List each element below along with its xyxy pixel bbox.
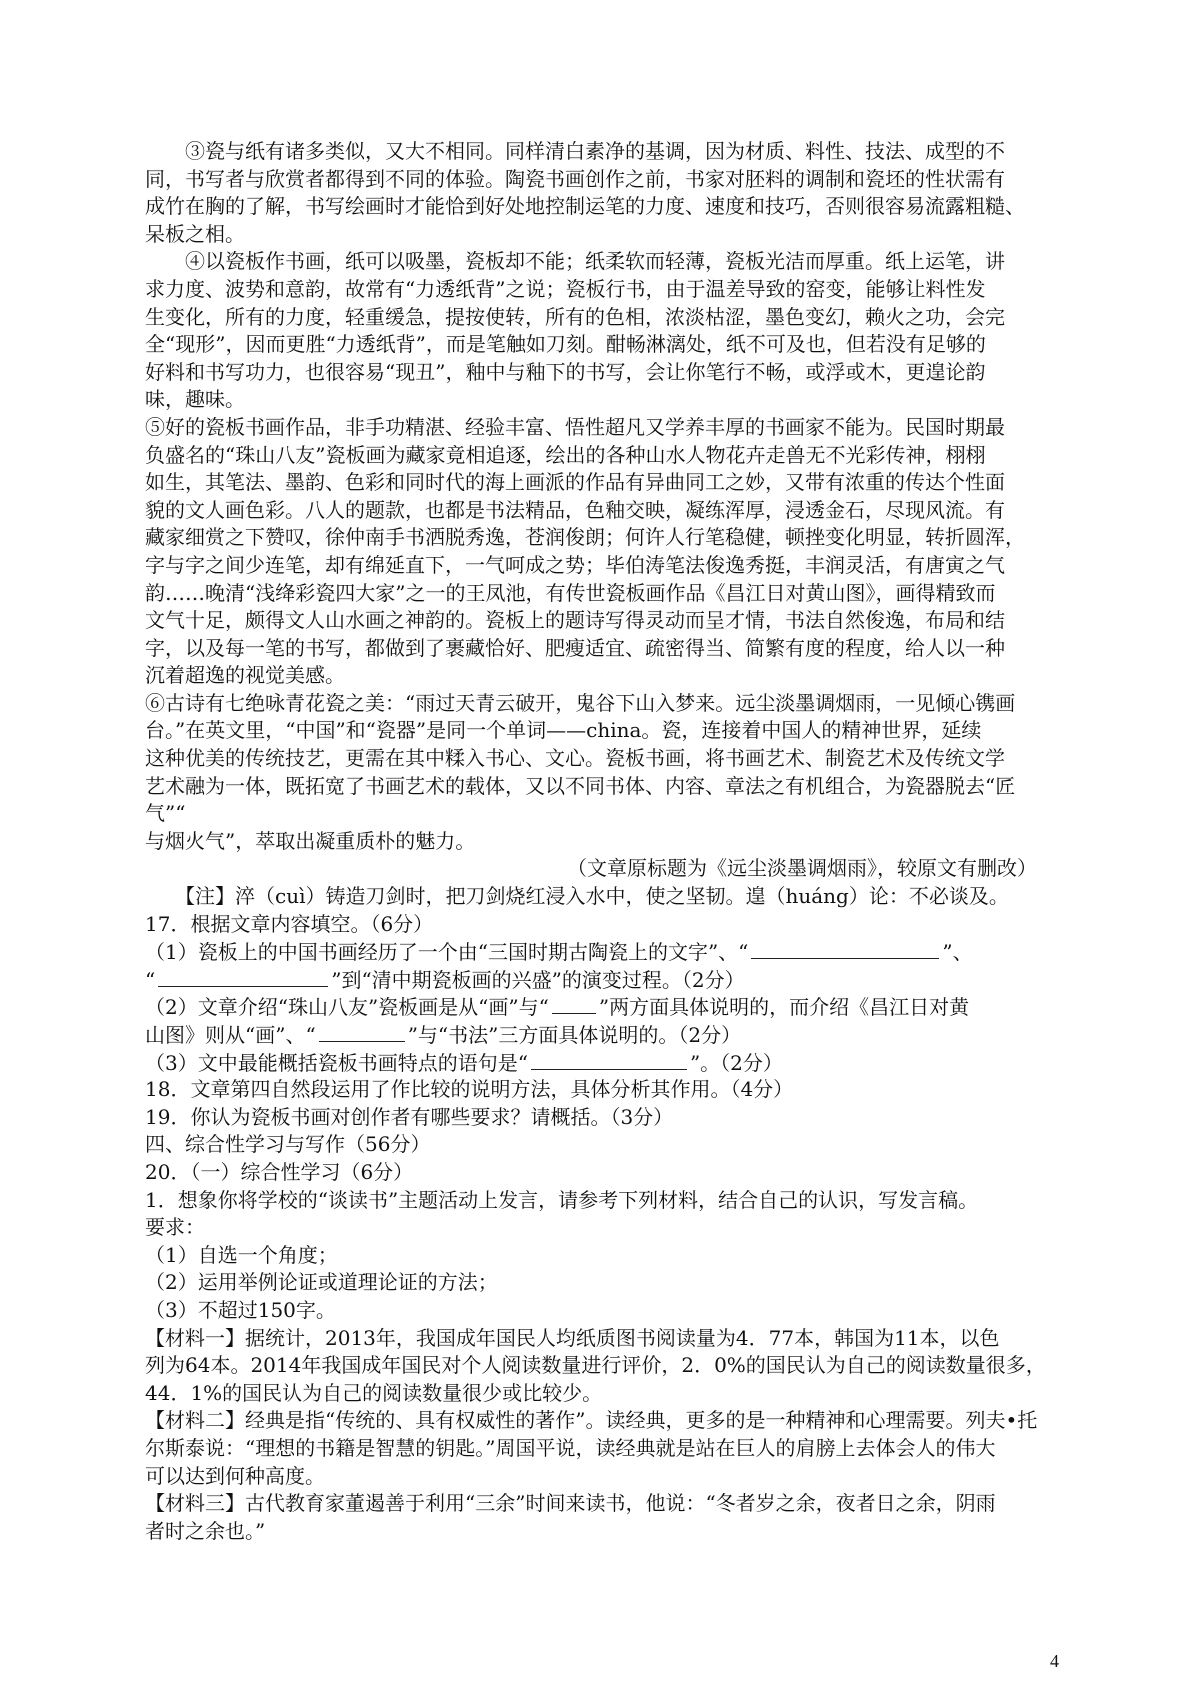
text-line: 可以达到何种高度。: [145, 1463, 325, 1488]
fill-in-blank[interactable]: [158, 966, 328, 987]
text-line: 韵……晚清“浅绛彩瓷四大家”之一的王凤池，有传世瓷板画作品《昌江日对黄山图》，画得精致而: [145, 580, 996, 605]
text-line: 【注】淬（cuì）铸造刀剑时，把刀剑烧红浸入水中，使之坚韧。遑（huáng）论：不必谈及。: [175, 884, 1009, 909]
text-line: ⑤好的瓷板书画作品，非手功精湛、经验丰富、悟性超凡又学养丰厚的书画家不能为。民国时期最: [145, 414, 1005, 439]
text-line: 成竹在胸的了解，书写绘画时才能恰到好处地控制运笔的力度、速度和技巧，否则很容易流露粗糙、: [145, 194, 1025, 219]
line-text-before-blank: （2）文章介绍“珠山八友”瓷板画是从“画”与“: [145, 995, 549, 1020]
text-line: （1）自选一个角度；: [145, 1242, 338, 1267]
fill-in-blank[interactable]: [751, 938, 939, 959]
fill-in-blank[interactable]: [531, 1049, 687, 1070]
text-line: 字与字之间少连笔，却有绵延直下，一气呵成之势；毕伯涛笔法俊逸秀挺，丰润灵活，有唐寅之气: [145, 552, 1005, 577]
line-text-before-blank: （3）文中最能概括瓷板书画特点的语句是“: [145, 1050, 528, 1075]
text-line: 18．文章第四自然段运用了作比较的说明方法，具体分析其作用。（4分）: [145, 1077, 794, 1102]
text-line: （3）不超过150字。: [145, 1297, 336, 1322]
text-line: ④以瓷板作书画，纸可以吸墨，瓷板却不能；纸柔软而轻薄，瓷板光洁而厚重。纸上运笔，讲: [185, 249, 1005, 274]
text-line: 呆板之相。: [145, 221, 245, 246]
text-line: 好料和书写功力，也很容易“现丑”，釉中与釉下的书写，会让你笔行不畅，或浮或木，更遑论韵: [145, 359, 986, 384]
line-text-after-blank: ”与“书法”三方面具体说明的。（2分）: [407, 1023, 742, 1047]
fill-in-blank[interactable]: [552, 993, 596, 1014]
text-line: 20．（一）综合性学习（6分）: [145, 1159, 414, 1184]
line-text-after-blank: ”、: [942, 940, 973, 965]
line-text-after-blank: ”到“清中期瓷板画的兴盛”的演变过程。（2分）: [331, 967, 745, 992]
text-line: 1．想象你将学校的“谈读书”主题活动上发言，请参考下列材料，结合自己的认识，写发言稿。: [145, 1187, 979, 1212]
text-line: 这种优美的传统技艺，更需在其中糅入书心、文心。瓷板书画，将书画艺术、制瓷艺术及传统文学: [145, 746, 1005, 771]
text-line: 貌的文人画色彩。八人的题款，也都是书法精品，色釉交映，凝练浑厚，浸透金石，尽现风流。有: [145, 497, 1005, 522]
text-line: 17．根据文章内容填空。（6分）: [145, 911, 434, 936]
text-line: [145, 938, 1065, 966]
text-line: 同，书写者与欣赏者都得到不同的体验。陶瓷书画创作之前，书家对胚料的调制和瓷坯的性状需有: [145, 166, 1005, 191]
text-line: 文气十足，颇得文人山水画之神韵的。瓷板上的题诗写得灵动而呈才情，书法自然俊逸，布局和结: [145, 608, 1005, 633]
text-line: [145, 1049, 1065, 1077]
text-line: 藏家细赏之下赞叹，徐仲南手书洒脱秀逸，苍润俊朗；何许人行笔稳健，顿挫变化明显，转折圆浑，: [145, 525, 1025, 550]
text-line: ⑥古诗有七绝咏青花瓷之美：“雨过天青云破开，鬼谷下山入梦来。远尘淡墨调烟雨，一见倾心镌画: [145, 690, 1016, 715]
text-line: 44．1%的国民认为自己的阅读数量很少或比较少。: [145, 1380, 603, 1405]
text-line: 负盛名的“珠山八友”瓷板画为藏家竟相追逐，绘出的各种山水人物花卉走兽无不光彩传神，栩栩: [145, 442, 986, 467]
text-line: [145, 1021, 1065, 1049]
text-line: 尔斯泰说：“理想的书籍是智慧的钥匙。”周国平说，读经典就是站在巨人的肩膀上去体会人的伟大: [145, 1435, 996, 1460]
text-line: 【材料一】据统计，2013年，我国成年国民人均纸质图书阅读量为4．77本，韩国为11本，以色: [145, 1325, 1000, 1350]
text-line: 与烟火气”，萃取出凝重质朴的魅力。: [145, 828, 476, 853]
line-text-before-blank: “: [145, 967, 156, 992]
text-line: 求力度、波势和意韵，故常有“力透纸背”之说；瓷板行书，由于温差导致的窑变，能够让料性发: [145, 276, 986, 301]
text-line: 如生，其笔法、墨韵、色彩和同时代的海上画派的作品有异曲同工之妙，又带有浓重的传达个性面: [145, 470, 1005, 495]
text-line: [145, 966, 1065, 994]
text-line: 全“现形”，因而更胜“力透纸背”，而是笔触如刀刻。酣畅淋漓处，纸不可及也，但若没有足够的: [145, 332, 986, 357]
text-line: （2）运用举例论证或道理论证的方法；: [145, 1270, 498, 1295]
text-line: 字，以及每一笔的书写，都做到了裹藏恰好、肥瘦适宜、疏密得当、简繁有度的程度，给人以一种: [145, 635, 1005, 660]
text-line: 沉着超逸的视觉美感。: [145, 663, 345, 688]
page-number: 4: [1050, 1651, 1059, 1671]
text-line: 19．你认为瓷板书画对创作者有哪些要求？请概括。（3分）: [145, 1104, 674, 1129]
text-line: （文章原标题为《远尘淡墨调烟雨》，较原文有删改）: [567, 856, 1037, 881]
text-line: ③瓷与纸有诸多类似，又大不相同。同样清白素净的基调，因为材质、料性、技法、成型的不: [185, 139, 1005, 163]
text-line: [145, 993, 1065, 1021]
text-line: 【材料三】古代教育家董遏善于利用“三余”时间来读书，他说：“冬者岁之余，夜者日之余，阴雨: [145, 1491, 996, 1516]
text-line: 艺术融为一体，既拓宽了书画艺术的载体，又以不同书体、内容、章法之有机组合，为瓷器脱去“匠: [145, 773, 1016, 798]
text-line: 者时之余也。”: [145, 1518, 266, 1543]
line-text-before-blank: （1）瓷板上的中国书画经历了一个由“三国时期古陶瓷上的文字”、“: [145, 940, 749, 965]
text-line: 味，趣味。: [145, 387, 245, 412]
text-line: 生变化，所有的力度，轻重缓急，提按使转，所有的色相，浓淡枯涩，墨色变幻，赖火之功，会完: [145, 304, 1005, 329]
text-line: 台。”在英文里，“中国”和“瓷器”是同一个单词——china。瓷，连接着中国人的精神世界，延续: [145, 718, 982, 743]
text-line: 【材料二】经典是指“传统的、具有权威性的著作”。读经典，更多的是一种精神和心理需要。列夫•托: [145, 1408, 1038, 1433]
line-text-after-blank: ”。（2分）: [689, 1050, 783, 1075]
line-text-after-blank: ”两方面具体说明的，而介绍《昌江日对黄: [598, 995, 970, 1020]
line-text-before-blank: 山图》则从“画”、“: [145, 1023, 316, 1047]
document-body: [145, 138, 1065, 1545]
text-line: 列为64本。2014年我国成年国民对个人阅读数量进行评价，2．0%的国民认为自己的阅读数量很多，: [145, 1353, 1046, 1378]
fill-in-blank[interactable]: [319, 1021, 405, 1042]
text-line: 四、综合性学习与写作（56分）: [145, 1132, 431, 1157]
text-line: 气”“: [145, 801, 186, 826]
text-line: 要求：: [145, 1215, 205, 1240]
